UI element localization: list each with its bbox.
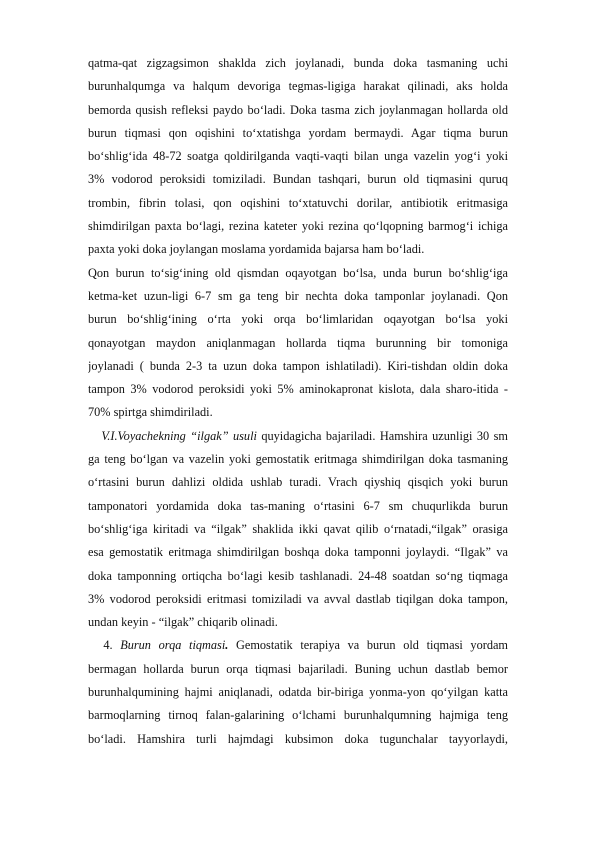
text-line xyxy=(88,634,508,657)
text-line xyxy=(88,378,508,401)
text-line xyxy=(88,145,508,168)
line-text: tamponatori yordamida doka tas-maning o‘rtasini 6-7 sm chuqurlikda burun xyxy=(88,498,508,513)
text-line xyxy=(88,495,508,518)
line-text: qonayotgan maydon aniqlanmagan hollarda tiqma burunning bir tomoniga xyxy=(88,335,508,350)
text-line xyxy=(88,728,508,751)
line-text: 3% vodorod peroksidi eritmasi tomiziladi va avval dastlab tiqilgan doka tampon, xyxy=(88,591,508,606)
text-line xyxy=(88,168,508,191)
line-text: Qon burun to‘sig‘ining old qismdan oqayotgan bo‘lsa, unda burun bo‘shlig‘iga xyxy=(88,265,508,280)
text-line xyxy=(88,332,508,355)
line-text: esa gemostatik eritmaga shimdirilgan boshqa doka tamponni joylaydi. “Ilgak” va xyxy=(88,545,508,560)
text-line xyxy=(88,471,508,494)
text-line xyxy=(88,588,508,611)
line-text: paxta yoki doka joylangan moslama yordamida bajarsa ham bo‘ladi. xyxy=(88,242,425,257)
line-text: quyidagicha bajariladi. Hamshira uzunligi 30 sm xyxy=(256,428,508,443)
text-line xyxy=(88,704,508,727)
text-line xyxy=(88,238,508,261)
line-text: burunhalqumining hajmi aniqlanadi, odatda bir-biriga yonma-yon qo‘yilgan katta xyxy=(88,685,508,700)
text-line xyxy=(88,52,508,75)
line-text: bo‘ladi. Hamshira turli hajmdagi kubsimon doka tugunchalar tayyorlaydi, xyxy=(88,731,508,746)
line-text: o‘rtasini burun dahlizi oldida ushlab turadi. Vrach qiyshiq qisqich yoki burun xyxy=(88,475,508,490)
line-text: joylanadi ( bunda 2-3 ta uzun doka tampon ishlatiladi). Kiri-tishdan oldin doka xyxy=(88,358,508,373)
line-text: burun tiqmasi qon oqishini to‘xtatishga yordam bermaydi. Agar tiqma burun xyxy=(88,125,508,140)
line-text: qatma-qat zigzagsimon shaklda zich joylanadi, bunda doka tasmaning uchi xyxy=(88,56,508,70)
text-line xyxy=(88,681,508,704)
line-text: bermagan hollarda burun orqa tiqmasi bajariladi. Buning uchun dastlab bemor xyxy=(88,661,508,676)
text-line xyxy=(88,401,508,424)
text-line xyxy=(88,308,508,331)
text-line xyxy=(88,448,508,471)
heading-dot: . xyxy=(225,638,229,653)
line-prefix xyxy=(88,429,101,443)
line-text: tampon 3% vodorod peroksidi yoki 5% aminokapronat kislota, dala sharo-itida - xyxy=(88,382,508,397)
line-text: doka tamponning ortiqcha bo‘lagi kesib tashlanadi. 24-48 soatdan so‘ng tiqmaga xyxy=(88,568,508,583)
text-line xyxy=(88,285,508,308)
line-text: burun bo‘shlig‘ining o‘rta yoki orqa bo‘limlaridan oqayotgan bo‘lsa yoki xyxy=(88,312,508,327)
line-text: bo‘shlig‘ida 48-72 soatga qoldirilganda vaqti-vaqti bilan unga vazelin yog‘i yoki xyxy=(88,149,508,164)
line-text: burunhalqumga va halqum devoriga tegmas-ligiga harakat qilinadi, aks holda xyxy=(88,79,508,94)
text-line xyxy=(88,192,508,215)
line-text: ketma-ket uzun-ligi 6-7 sm ga teng bir nechta doka tamponlar joylanadi. Qon xyxy=(88,288,508,303)
text-line xyxy=(88,99,508,122)
text-line xyxy=(88,215,508,238)
text-line xyxy=(88,122,508,145)
text-line xyxy=(88,565,508,588)
text-line xyxy=(88,541,508,564)
text-line xyxy=(88,425,508,448)
line-text: bemorda qusish refleksi paydo bo‘ladi. Doka tasma zich joylanmagan hollarda old xyxy=(88,102,508,117)
text-line xyxy=(88,262,508,285)
text-line xyxy=(88,518,508,541)
line-text: barmoqlarning tirnoq falan-galarining o‘lchami burunhalqumning hajmiga teng xyxy=(88,708,508,723)
text-line xyxy=(88,355,508,378)
line-text: trombin, fibrin tolasi, qon oqishini to‘xtatuvchi dorilar, antibiotik eritmasiga xyxy=(88,195,508,210)
line-text: Gemostatik terapiya va burun old tiqmasi yordam xyxy=(228,638,508,653)
text-line xyxy=(88,658,508,681)
italic-term: V.I.Voyachekning “ilgak” usuli xyxy=(101,428,257,443)
document-page xyxy=(88,52,508,751)
line-text: 70% spirtga shimdiriladi. xyxy=(88,405,213,420)
text-line xyxy=(88,611,508,634)
line-text: undan keyin - “ilgak” chiqarib olinadi. xyxy=(88,615,278,630)
line-text: 3% vodorod peroksidi tomiziladi. Bundan tashqari, burun old tiqmasini quruq xyxy=(88,172,508,187)
italic-term: Burun orqa tiqmasi xyxy=(120,638,226,653)
text-line xyxy=(88,75,508,98)
line-text: shimdirilgan paxta bo‘lagi, rezina kateter yoki rezina qo‘lqopning barmog‘i ichiga xyxy=(88,219,508,234)
line-text: ga teng bo‘lgan va vazelin yoki gemostatik eritmaga shimdirilgan doka tasmaning xyxy=(88,452,508,467)
line-text: bo‘shlig‘iga kiritadi va “ilgak” shaklida ikki qavat qilib o‘rnatadi,“ilgak” orasiga xyxy=(88,521,508,536)
line-prefix: 4. xyxy=(88,638,121,653)
